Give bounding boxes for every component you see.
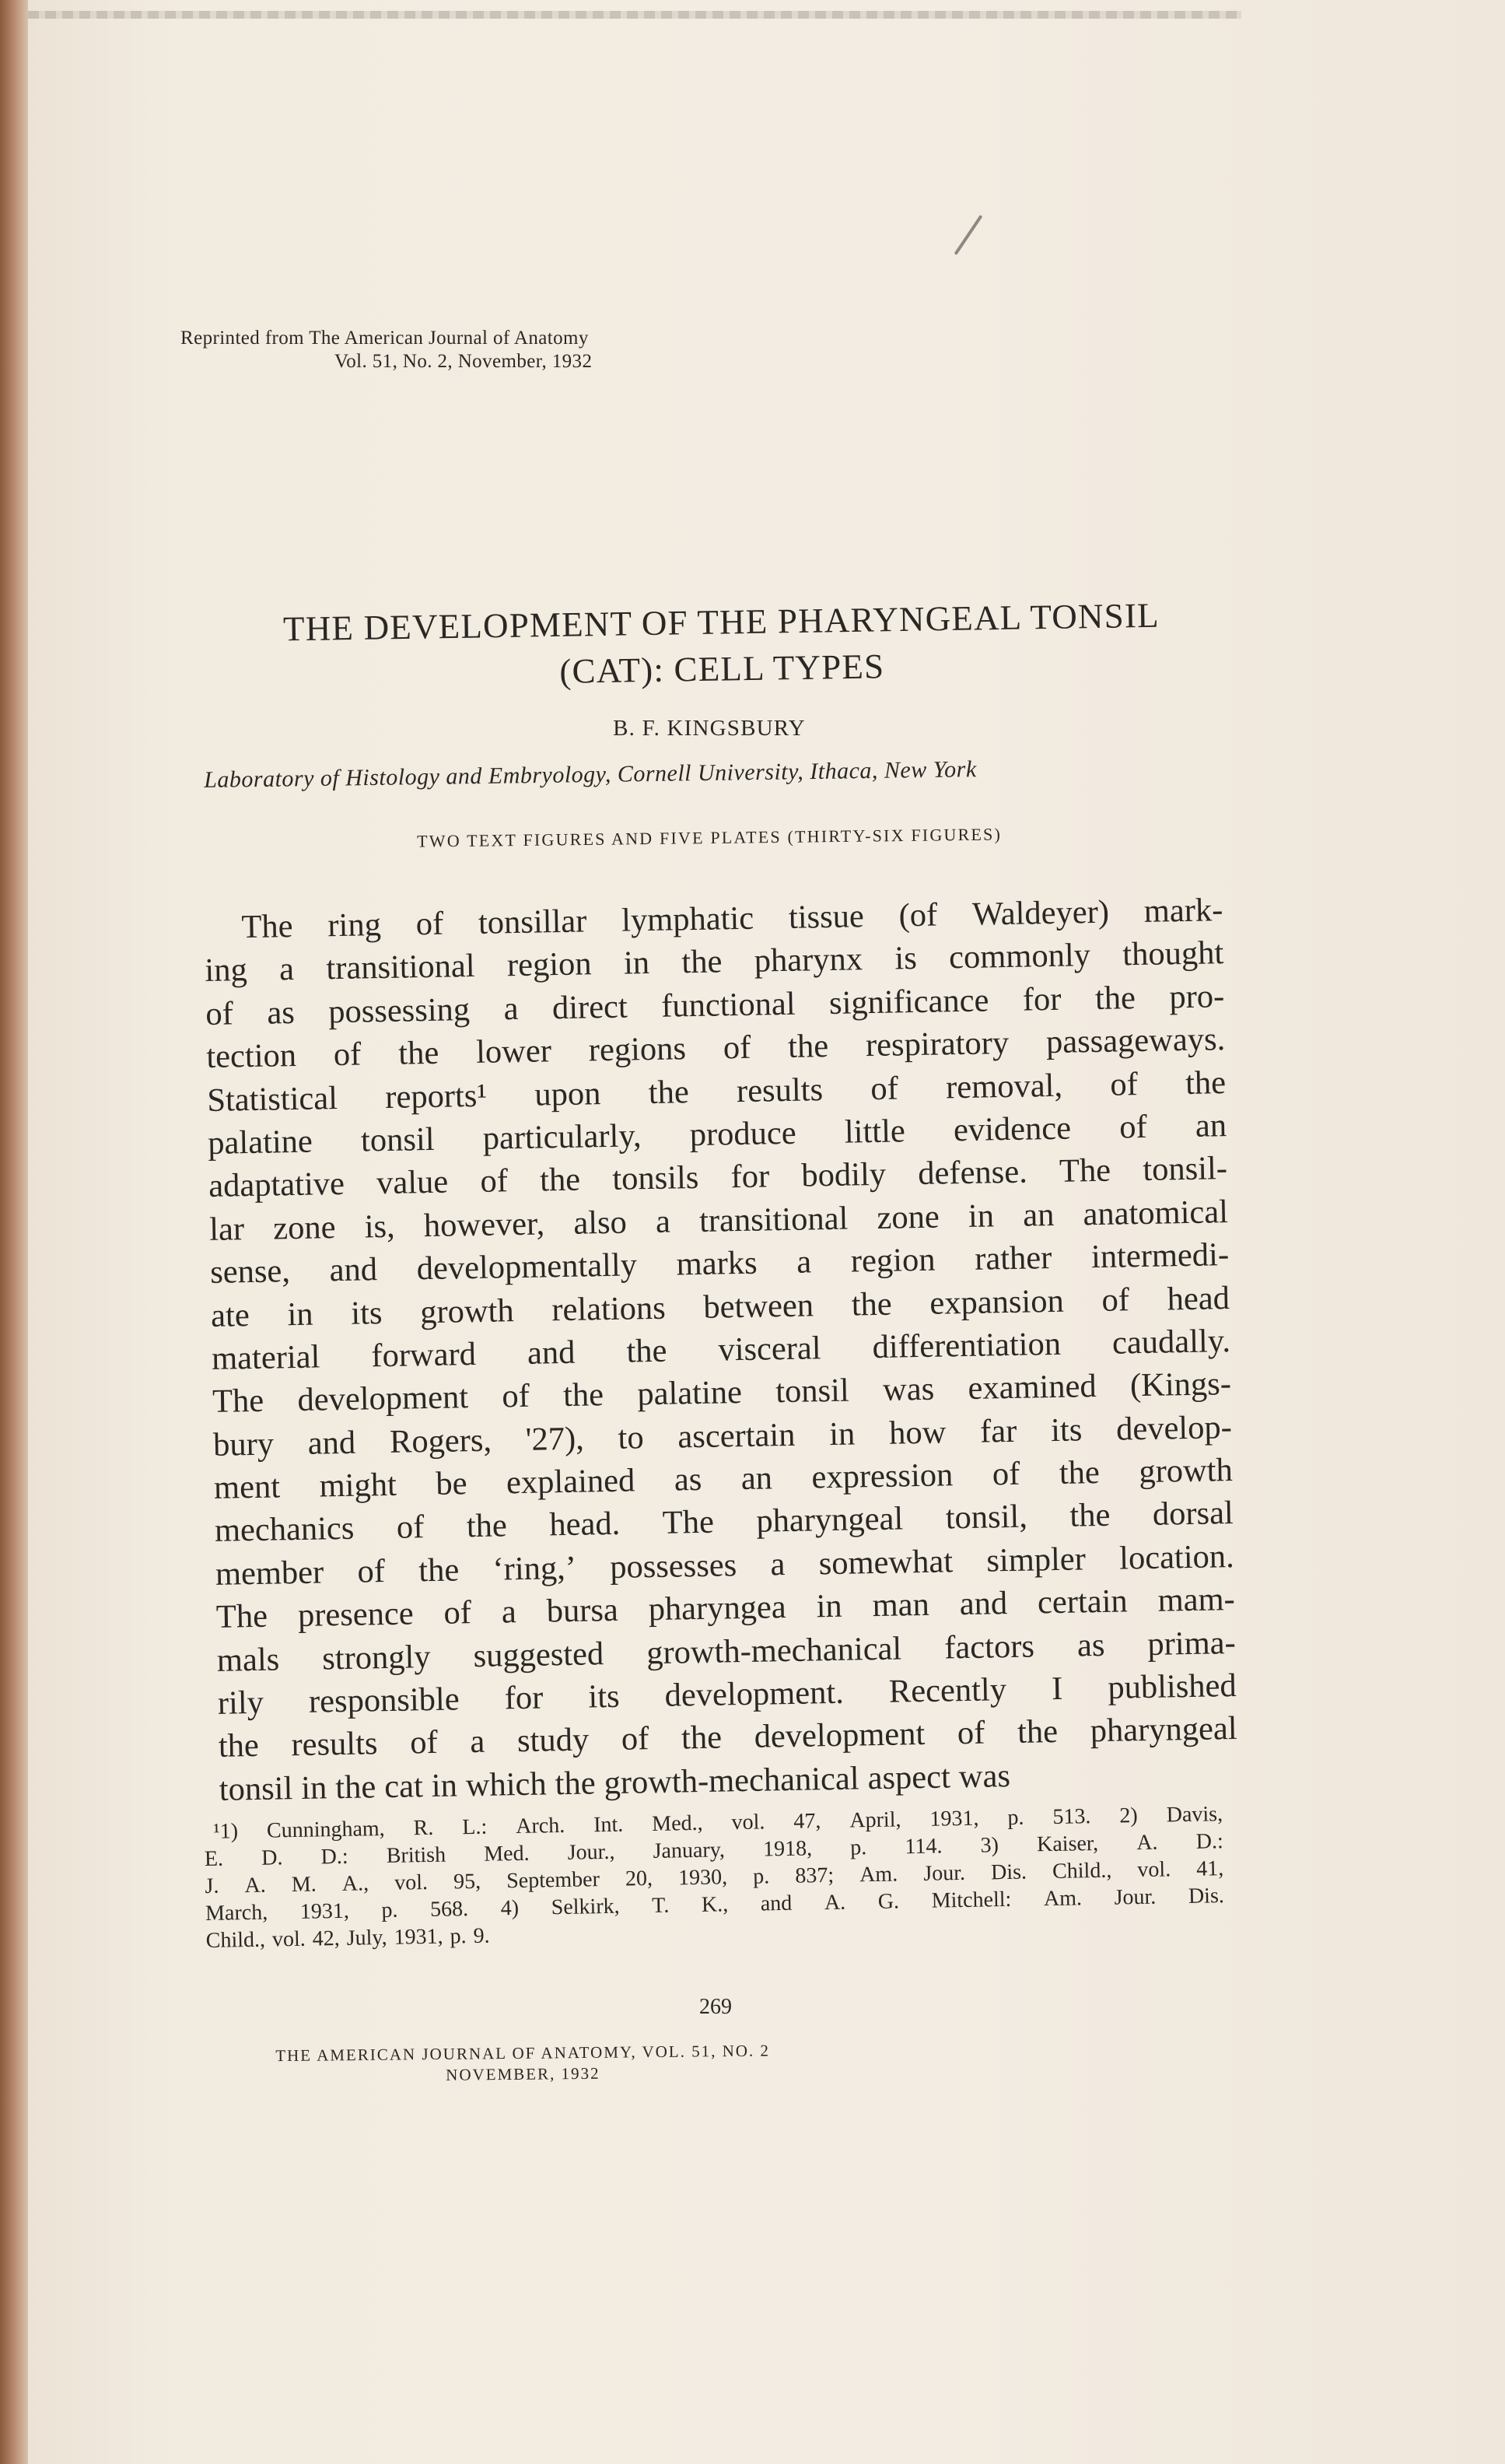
word: Cunningham, — [266, 1816, 385, 1843]
word: produce — [689, 1114, 797, 1154]
word: however, — [423, 1205, 545, 1244]
page-number: 269 — [699, 1995, 732, 2019]
word: prima- — [1147, 1624, 1237, 1663]
word: the — [1017, 1713, 1059, 1751]
word: expansion — [929, 1282, 1065, 1322]
word: lymphatic — [621, 899, 754, 939]
word: tonsil- — [1142, 1150, 1228, 1189]
word: Waldeyer) — [971, 893, 1110, 933]
word: somewhat — [818, 1543, 954, 1582]
word: a — [501, 1593, 517, 1631]
word: value — [376, 1163, 449, 1202]
word: caudally. — [1111, 1322, 1231, 1362]
word: its — [350, 1294, 383, 1332]
article-title — [204, 591, 1240, 700]
word: R. — [413, 1815, 434, 1841]
word: the — [648, 1073, 690, 1111]
word: removal, — [945, 1067, 1063, 1106]
word: lower — [475, 1032, 552, 1071]
word: growth — [419, 1292, 514, 1330]
word: tonsils — [611, 1159, 699, 1198]
word: develop- — [1115, 1408, 1233, 1448]
word: results — [736, 1071, 824, 1109]
word: the — [555, 1765, 597, 1803]
word: of — [333, 1036, 362, 1074]
word: functional — [660, 985, 796, 1025]
word: vol. — [731, 1810, 765, 1835]
word: September — [506, 1867, 600, 1894]
footnote — [204, 1800, 1225, 1954]
word: marks — [676, 1244, 758, 1283]
word: head — [1167, 1279, 1230, 1317]
word: zone — [877, 1198, 940, 1236]
word: L.: — [462, 1814, 488, 1840]
word: an — [740, 1460, 773, 1498]
word: p. — [850, 1835, 867, 1860]
word: 4) — [500, 1895, 520, 1921]
word: factors — [943, 1628, 1035, 1667]
word: possesses — [609, 1547, 737, 1586]
word: vol. — [271, 1926, 306, 1952]
word: a — [503, 990, 519, 1028]
word: tonsil — [775, 1372, 850, 1411]
word: 20, — [625, 1866, 653, 1891]
word: responsible — [308, 1681, 460, 1720]
word: and — [527, 1334, 576, 1372]
word: Dis. — [990, 1859, 1027, 1885]
word: ate — [210, 1296, 250, 1334]
word: Int. — [593, 1812, 624, 1838]
word: as — [1076, 1626, 1105, 1664]
word: p. — [1007, 1805, 1024, 1830]
word: 1931, — [929, 1806, 979, 1831]
word: pharyngeal — [1090, 1710, 1237, 1750]
word: results — [291, 1725, 378, 1764]
word: defense. — [917, 1153, 1028, 1193]
word: development. — [664, 1674, 845, 1714]
word: of — [1118, 1108, 1148, 1146]
word: The — [215, 1597, 268, 1636]
word: of — [415, 905, 444, 943]
word: the — [681, 1719, 723, 1757]
word: the — [681, 943, 723, 981]
word: mals — [216, 1641, 280, 1679]
word: thought — [1122, 934, 1224, 973]
author-name: B. F. KINGSBURY — [613, 716, 806, 741]
word: visceral — [718, 1330, 822, 1369]
word: 47, — [793, 1809, 821, 1834]
word: 2) — [1119, 1803, 1139, 1828]
word: Jour. — [1114, 1884, 1157, 1910]
word: growth-mechanical — [604, 1760, 860, 1801]
word: 114. — [905, 1834, 943, 1859]
title-line-1: THE DEVELOPMENT OF THE PHARYNGEAL TONSIL — [282, 595, 1160, 649]
word: J. — [205, 1873, 219, 1898]
word: development — [297, 1379, 469, 1419]
word: Mitchell: — [931, 1887, 1012, 1913]
word: mark- — [1143, 892, 1223, 930]
word: of — [957, 1715, 985, 1752]
word: respiratory — [865, 1025, 1010, 1064]
word: April, — [849, 1807, 901, 1833]
word: the — [539, 1161, 581, 1199]
word: the — [1059, 1454, 1101, 1491]
word: p. — [450, 1924, 467, 1949]
word: tissue — [788, 898, 865, 936]
word: of — [870, 1070, 899, 1107]
word: vol. — [1137, 1857, 1171, 1883]
word: A. — [1136, 1830, 1158, 1856]
word: be — [435, 1465, 467, 1502]
word: and — [959, 1585, 1008, 1623]
word: Rogers, — [389, 1421, 492, 1460]
word: in — [287, 1295, 313, 1333]
word: study — [516, 1721, 590, 1760]
word: tonsil — [219, 1769, 293, 1808]
word: Med. — [483, 1841, 530, 1866]
word: A., — [341, 1871, 369, 1896]
word: commonly — [948, 937, 1091, 976]
word: of — [357, 1552, 386, 1590]
word: and — [307, 1424, 356, 1462]
word: evidence — [953, 1109, 1072, 1149]
word: D. — [261, 1845, 283, 1870]
word: growth-mechanical — [646, 1630, 902, 1671]
reprint-line-2: Vol. 51, No. 2, November, 1932 — [334, 351, 593, 372]
word: of — [396, 1509, 425, 1547]
word: might — [319, 1466, 397, 1505]
word: sense, — [209, 1253, 291, 1292]
word: location. — [1118, 1537, 1235, 1577]
word: 95, — [453, 1869, 481, 1894]
word: and — [760, 1891, 793, 1916]
word: the — [334, 1768, 376, 1807]
word: (of — [898, 896, 938, 934]
word: to — [618, 1418, 645, 1456]
word: A. — [244, 1873, 267, 1898]
page-top-edge — [28, 11, 1241, 19]
word: Am. — [1043, 1886, 1083, 1912]
word: mam- — [1157, 1581, 1236, 1619]
word: The — [1059, 1152, 1111, 1190]
word: 1918, — [762, 1836, 813, 1862]
journal-footer-line-2: NOVEMBER, 1932 — [446, 2063, 600, 2084]
word: Med., — [652, 1810, 703, 1836]
word: ring — [327, 906, 382, 945]
word: its — [587, 1677, 620, 1716]
word: an — [1022, 1196, 1055, 1234]
book-spine-edge — [0, 0, 28, 2464]
word: mechanics — [214, 1510, 355, 1550]
word: adaptative — [208, 1165, 345, 1205]
word: a — [278, 951, 295, 988]
word: pharyngea — [648, 1589, 787, 1628]
word: of — [480, 1162, 509, 1200]
word: The — [241, 908, 293, 946]
word: July, — [346, 1925, 387, 1951]
journal-footer-line-1: THE AMERICAN JOURNAL OF ANATOMY, VOL. 51, NO. 2 — [275, 2041, 771, 2066]
title-line-2: (CAT): CELL TYPES — [558, 647, 885, 691]
word: Statistical — [206, 1079, 338, 1119]
word: little — [844, 1113, 906, 1151]
word: as — [266, 994, 296, 1032]
word: for — [730, 1158, 770, 1196]
word: 1931, — [394, 1924, 443, 1950]
word: T. — [652, 1893, 670, 1918]
word: far — [979, 1412, 1017, 1450]
word: upon — [534, 1074, 601, 1113]
word: Jour. — [923, 1860, 966, 1886]
journal-footer — [212, 2040, 835, 2088]
word: certain — [1037, 1582, 1129, 1621]
word: of — [723, 1029, 751, 1067]
word: the — [1185, 1064, 1227, 1102]
word: of — [992, 1455, 1020, 1493]
word: member — [215, 1554, 324, 1593]
word: how — [888, 1414, 947, 1452]
word: Am. — [859, 1862, 898, 1887]
word: ‘ring,’ — [492, 1549, 577, 1588]
word: region — [850, 1241, 936, 1280]
word: p. — [752, 1864, 770, 1889]
word: K., — [701, 1892, 729, 1917]
word: tonsillar — [478, 903, 587, 941]
word: in — [968, 1197, 995, 1235]
word: examined — [968, 1368, 1097, 1407]
word: differentiation — [872, 1325, 1062, 1365]
word: 513. — [1052, 1804, 1091, 1829]
word: intermedi- — [1090, 1236, 1230, 1276]
word: the — [1069, 1497, 1111, 1535]
word: passageways. — [1045, 1021, 1226, 1061]
word: lar — [208, 1210, 245, 1248]
word: tection — [205, 1037, 297, 1076]
word: of — [205, 995, 234, 1032]
word: 3) — [980, 1833, 999, 1858]
word: presence — [297, 1595, 415, 1635]
word: G. — [877, 1889, 900, 1914]
word: man — [872, 1586, 930, 1625]
word: pro- — [1169, 977, 1225, 1016]
word: Child., — [1052, 1858, 1112, 1884]
word: the — [418, 1551, 460, 1590]
word: ascertain — [677, 1416, 796, 1456]
word: in — [431, 1767, 458, 1804]
word: 1930, — [677, 1865, 728, 1891]
word: material — [211, 1338, 320, 1377]
word: Child., — [205, 1927, 266, 1953]
word: 9. — [473, 1923, 490, 1948]
word: vol. — [394, 1870, 429, 1895]
word: suggested — [473, 1635, 604, 1674]
word: '27), — [525, 1420, 585, 1458]
word: for — [1022, 980, 1062, 1018]
word: Selkirk, — [551, 1894, 620, 1920]
word: Arch. — [515, 1813, 565, 1838]
word: The — [212, 1383, 264, 1421]
word: which — [465, 1765, 548, 1804]
word: is — [894, 940, 918, 977]
word: explained — [506, 1462, 635, 1502]
word: D.: — [320, 1844, 348, 1870]
word: of — [501, 1378, 530, 1415]
word: the — [851, 1285, 893, 1323]
word: E. — [204, 1846, 224, 1871]
word: forward — [371, 1335, 477, 1375]
word: (Kings- — [1129, 1365, 1232, 1404]
word: rily — [217, 1684, 264, 1722]
figures-note: TWO TEXT FIGURES AND FIVE PLATES (THIRTY-SIX FIGURES) — [417, 824, 1003, 851]
word: March, — [205, 1900, 268, 1926]
word: the — [787, 1028, 829, 1066]
word: relations — [551, 1289, 667, 1328]
word: in — [828, 1415, 856, 1453]
word: reports¹ — [384, 1077, 488, 1116]
word: ing — [205, 952, 248, 990]
word: simpler — [985, 1540, 1087, 1579]
word: transitional — [326, 948, 476, 987]
word: I — [1051, 1670, 1063, 1708]
word: zone — [272, 1208, 336, 1247]
word: was — [958, 1757, 1011, 1796]
word: bodily — [801, 1156, 887, 1194]
word: in — [300, 1769, 327, 1807]
word: in — [623, 945, 650, 982]
word: development — [754, 1716, 926, 1756]
word: 41, — [1196, 1856, 1224, 1881]
word: significance — [828, 982, 989, 1022]
word: 568. — [429, 1897, 469, 1922]
word: of — [443, 1594, 472, 1632]
word: of — [409, 1724, 439, 1761]
word: in — [816, 1588, 843, 1625]
word: pharynx — [754, 941, 863, 980]
word: D.: — [1195, 1829, 1223, 1854]
word: particularly, — [482, 1117, 642, 1157]
word: was — [882, 1371, 935, 1409]
word: 42, — [312, 1926, 341, 1951]
word: anatomical — [1083, 1193, 1229, 1233]
word: Recently — [888, 1671, 1007, 1710]
word: transitional — [698, 1200, 849, 1239]
word: p. — [381, 1898, 398, 1923]
word: ¹1) — [213, 1819, 239, 1844]
word: published — [1107, 1667, 1237, 1706]
word: a — [770, 1545, 786, 1583]
article-body — [204, 889, 1238, 1811]
word: Kaiser, — [1036, 1831, 1099, 1857]
reprint-line-1: Reprinted from The American Journal of Anatomy — [180, 328, 589, 349]
word: its — [1050, 1411, 1083, 1449]
word: an — [1195, 1107, 1227, 1144]
word: direct — [551, 988, 628, 1026]
word: palatine — [207, 1123, 313, 1162]
word: rather — [974, 1239, 1052, 1278]
word: The — [662, 1504, 715, 1542]
word: palatine — [636, 1374, 743, 1413]
word: pharyngeal — [756, 1500, 904, 1540]
word: strongly — [321, 1638, 431, 1677]
author-affiliation: Laboratory of Histology and Embryology, Cornell University, Ithaca, New York — [204, 756, 977, 793]
word: of — [1109, 1065, 1139, 1103]
word: aspect — [867, 1758, 951, 1797]
word: A. — [824, 1890, 846, 1915]
word: the — [562, 1376, 604, 1414]
word: for — [504, 1679, 544, 1717]
word: bursa — [546, 1592, 619, 1630]
word: January, — [653, 1838, 726, 1863]
word: the — [218, 1727, 260, 1765]
word: growth — [1138, 1452, 1234, 1491]
word: head. — [548, 1505, 621, 1544]
word: the — [397, 1034, 439, 1072]
word: tonsil, — [945, 1498, 1028, 1537]
word: developmentally — [416, 1246, 638, 1288]
word: region — [506, 945, 592, 984]
word: is, — [364, 1207, 396, 1246]
word: regions — [588, 1030, 687, 1069]
word: British — [386, 1842, 446, 1868]
word: possessing — [327, 990, 471, 1031]
word: expression — [811, 1456, 954, 1496]
word: the — [626, 1332, 667, 1370]
word: between — [703, 1286, 814, 1326]
word: Davis, — [1166, 1802, 1223, 1828]
word: Dis. — [1188, 1884, 1225, 1908]
word: and — [329, 1251, 378, 1289]
reprint-notice — [180, 327, 880, 373]
word: a — [796, 1243, 812, 1281]
word: Jour., — [567, 1839, 615, 1865]
word: the — [466, 1507, 508, 1545]
word: of — [1101, 1281, 1130, 1319]
word: a — [655, 1203, 671, 1240]
word: also — [572, 1204, 628, 1242]
word: the — [1094, 979, 1136, 1017]
word: ment — [213, 1468, 281, 1506]
word: of — [621, 1720, 649, 1758]
word: cat — [383, 1768, 424, 1805]
word: 1931, — [299, 1898, 350, 1924]
word: 837; — [795, 1863, 835, 1888]
word: as — [674, 1461, 702, 1498]
word: M. — [291, 1872, 317, 1898]
word: bury — [212, 1425, 275, 1463]
word: a — [469, 1723, 485, 1761]
word: tonsil — [360, 1120, 435, 1159]
word: dorsal — [1152, 1495, 1234, 1533]
